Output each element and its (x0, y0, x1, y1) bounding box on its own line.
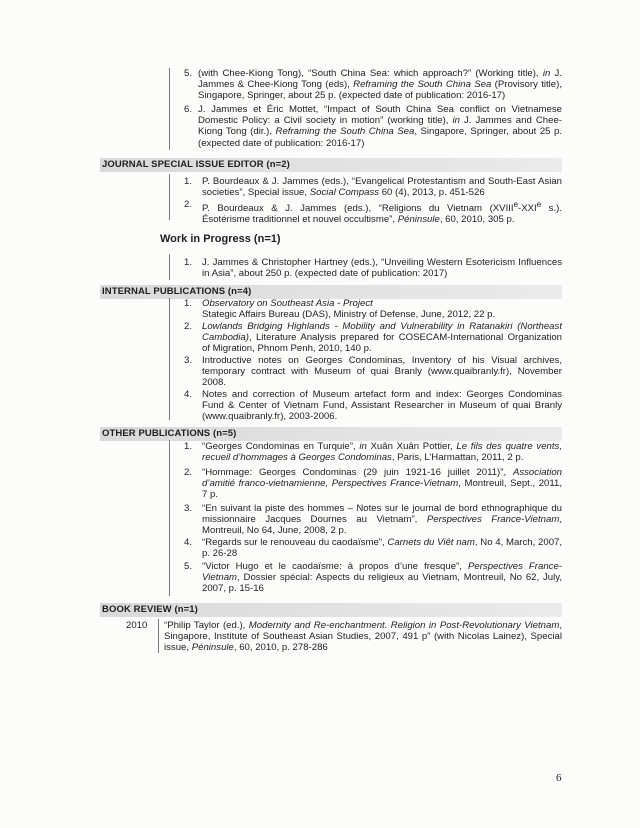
item-number: 2. (183, 199, 192, 210)
item-number: 1. (183, 441, 192, 452)
margin-rule (169, 68, 170, 150)
item-number: 5. (183, 561, 192, 572)
item-number: 6. (183, 104, 192, 115)
section-header-internal-publications: INTERNAL PUBLICATIONS (n=4) (100, 285, 562, 299)
item-text: J. Jammes & Christopher Hartney (eds.), “Unveiling Western Esotericism Influences in Asia”, about 250 p. (expected date of publication: 2017) (202, 257, 562, 280)
item-text: Notes and correction of Museum artefact form and index: Georges Condominas Fund & Center of Vietnam Fund, Assistant Researcher in Museum of quai Branly (www.quaibranly.fr), 2003-2006. (202, 389, 562, 423)
item-text: “Victor Hugo et le caodaïsme: à propos d’une fresque”, Perspectives France-Vietnam, Dossier spécial: Aspects du religieux au Vietnam, Montreuil, No 62, July, 2007, p. 15-16 (202, 561, 562, 595)
margin-rule (169, 298, 170, 420)
section-header-journal-special-issue: JOURNAL SPECIAL ISSUE EDITOR (n=2) (100, 158, 562, 172)
item-number: 2. (183, 321, 192, 332)
margin-rule (169, 440, 170, 596)
item-number: 4. (183, 537, 192, 548)
page-number: 6 (556, 772, 562, 784)
item-text: Observatory on Southeast Asia - Project Stategic Affairs Bureau (DAS), Ministry of Defense, June, 2012, 22 p. (202, 298, 496, 321)
section-header-other-publications: OTHER PUBLICATIONS (n=5) (100, 427, 562, 441)
item-text: “Hommage: Georges Condominas (29 juin 1921-16 juillet 2011)”, Association d’amitié franco-vietnamienne, Perspectives France-Vietnam, Montreuil, Sept., 2011, 7 p. (202, 467, 562, 501)
item-number: 5. (183, 68, 192, 79)
item-text: “Regards sur le renouveau du caodaïsme”, Carnets du Viêt nam, No 4, March, 2007, p. 26-28 (202, 537, 563, 560)
item-number: 1. (183, 257, 192, 268)
section-header-work-in-progress: Work in Progress (n=1) (160, 233, 281, 245)
item-number: 4. (183, 389, 192, 400)
margin-rule (169, 174, 170, 220)
item-number: 3. (183, 503, 192, 514)
item-text: P. Bourdeaux & J. Jammes (eds.), “Religions du Vietnam (XVIIIe-XXIe s.). Ésotérisme traditionnel et nouvel occultisme”, Péninsule, 60, 2010, 305 p. (202, 200, 562, 226)
margin-rule (169, 254, 170, 280)
item-number: 1. (183, 176, 192, 187)
item-number: 2. (183, 467, 192, 478)
item-number: 3. (183, 355, 192, 366)
item-text: (with Chee-Kiong Tong), “South China Sea: which approach?” (Working title), in J. Jammes & Chee-Kiong Tong (eds), Reframing the South China Sea (Provisory title), Singapore, Springer, about 25 p. (expected date of publication: 2016-17) (198, 68, 562, 102)
item-text: “En suivant la piste des hommes – Notes sur le journal de bord ethnographique du missionnaire Jacques Dournes au Vietnam”, Perspectives France-Vietnam, Montreuil, No 64, June, 2008, 2 p. (202, 503, 562, 537)
review-year: 2010 (126, 620, 148, 631)
item-text: Introductive notes on Georges Condominas, Inventory of his Visual archives, temporary contract with Museum of quai Branly (www.quaibranly.fr), November 2008. (202, 355, 562, 389)
margin-rule (158, 619, 159, 653)
item-text: “Philip Taylor (ed.), Modernity and Re-enchantment. Religion in Post-Revolutionary Vietnam, Singapore, Institute of Southeast Asian Studies, 2007, 491 p” (with Nicolas Lainez), Special issue, Péninsule, 60, 2010, p. 278-286 (164, 620, 562, 654)
section-header-book-review: BOOK REVIEW (n=1) (100, 603, 562, 617)
item-number: 1. (183, 298, 192, 309)
item-text: P. Bourdeaux & J. Jammes (eds.), “Evangelical Protestantism and South-East Asian societies”, Special issue, Social Compass 60 (4), 2013, p. 451-526 (202, 176, 562, 199)
item-text: “Georges Condominas en Turquie”, in Xuân Xuân Pottier, Le fils des quatre vents, recueil d’hommages à Georges Condominas, Paris, L’Harmattan, 2011, 2 p. (202, 441, 563, 464)
item-text: Lowlands Bridging Highlands - Mobility and Vulnerability in Ratanakiri (Northeast Cambodia), Literature Analysis prepared for COSECAM-International Organization of Migration, Phnom Penh, 2010, 140 p. (202, 321, 562, 355)
item-text: J. Jammes et Éric Mottet, “Impact of South China Sea conflict on Vietnamese Domestic Policy: a Civil society in motion” (working title), in J. Jammes and Chee-Kiong Tong (dir.), Reframing the South China Sea, Singapore, Springer, about 25 p. (expected date of publication: 2016-17) (198, 104, 562, 149)
